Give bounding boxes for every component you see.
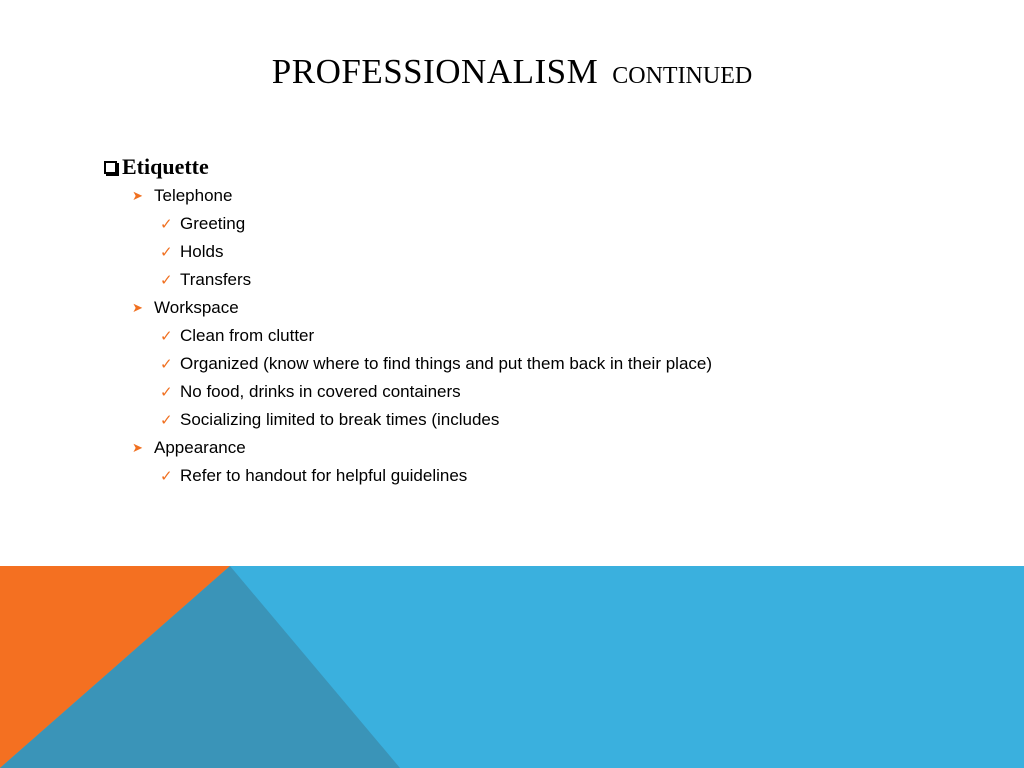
list-item (104, 462, 924, 490)
group-telephone (104, 182, 924, 210)
checkmark-icon: ✓ (160, 356, 173, 373)
bullet-content (104, 152, 924, 490)
list-item-label: Refer to handout for helpful guidelines (180, 466, 468, 485)
list-item-label: Socializing limited to break times (includes (180, 410, 500, 429)
list-item (104, 322, 924, 350)
list-item-label: No food, drinks in covered containers (180, 382, 461, 401)
group-label: Telephone (154, 186, 233, 205)
arrowhead-bullet-icon: ➤ (132, 300, 143, 315)
checkmark-icon: ✓ (160, 272, 173, 289)
list-item (104, 350, 924, 378)
footer-decoration (0, 566, 1024, 768)
arrowhead-bullet-icon: ➤ (132, 440, 143, 455)
list-item-label: Organized (know where to find things and put them back in their place) (180, 354, 713, 373)
checkmark-icon: ✓ (160, 216, 173, 233)
checkmark-icon: ✓ (160, 244, 173, 261)
title-subtitle: CONTINUED (612, 63, 753, 89)
list-item (104, 238, 924, 266)
list-item (104, 266, 924, 294)
list-item (104, 378, 924, 406)
arrowhead-bullet-icon: ➤ (132, 188, 143, 203)
section-heading (104, 152, 924, 182)
list-item (104, 210, 924, 238)
list-item-label: Holds (180, 242, 224, 261)
square-bullet-icon (104, 161, 117, 174)
list-item-label: Clean from clutter (180, 326, 315, 345)
group-label: Workspace (154, 298, 239, 317)
list-item (104, 406, 924, 434)
checkmark-icon: ✓ (160, 468, 173, 485)
title-main: PROFESSIONALISM (271, 52, 599, 91)
slide-title (0, 52, 1024, 92)
group-appearance (104, 434, 924, 462)
checkmark-icon: ✓ (160, 328, 173, 345)
group-label: Appearance (154, 438, 246, 457)
checkmark-icon: ✓ (160, 412, 173, 429)
list-item-label: Transfers (180, 270, 252, 289)
checkmark-icon: ✓ (160, 384, 173, 401)
list-item-label: Greeting (180, 214, 246, 233)
group-workspace (104, 294, 924, 322)
section-heading-label: Etiquette (122, 154, 209, 179)
